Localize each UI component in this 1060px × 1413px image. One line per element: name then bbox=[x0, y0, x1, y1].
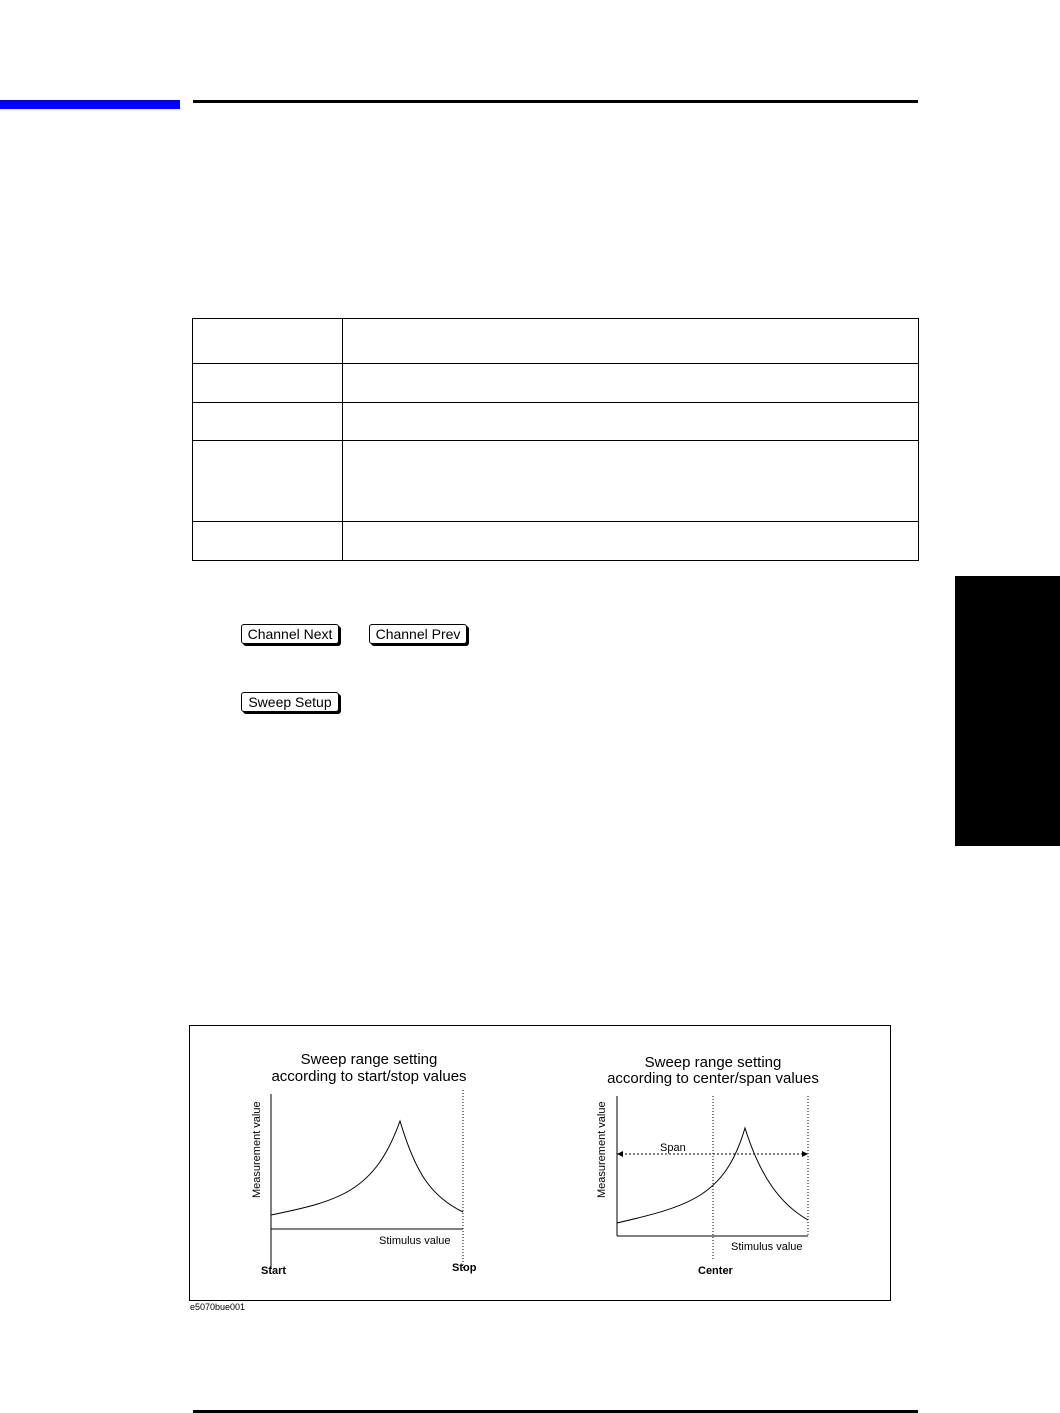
left-panel-title-line2: according to start/stop values bbox=[271, 1068, 467, 1085]
sweep-setup-key[interactable]: Sweep Setup bbox=[241, 692, 339, 712]
right-panel-center-label: Center bbox=[698, 1265, 733, 1277]
figure-id: e5070bue001 bbox=[190, 1302, 246, 1312]
table-row-divider bbox=[192, 440, 919, 441]
left-panel-stop-label: Stop bbox=[452, 1262, 477, 1274]
left-panel-ylabel: Measurement value bbox=[251, 1101, 263, 1198]
header-accent-bar bbox=[0, 100, 180, 109]
right-panel-xlabel: Stimulus value bbox=[731, 1241, 803, 1253]
channel-next-key[interactable]: Channel Next bbox=[241, 624, 339, 644]
right-panel-ylabel: Measurement value bbox=[596, 1101, 608, 1198]
channel-prev-key[interactable]: Channel Prev bbox=[369, 624, 467, 644]
span-arrow-right-head bbox=[802, 1151, 808, 1157]
right-panel-title-line1: Sweep range setting bbox=[644, 1054, 782, 1071]
left-panel-response-curve bbox=[271, 1121, 463, 1215]
right-panel-title-line2: according to center/span values bbox=[607, 1070, 819, 1087]
header-rule bbox=[193, 100, 918, 103]
sweep-settings-table bbox=[192, 318, 919, 561]
span-arrow-left-head bbox=[617, 1151, 623, 1157]
span-label: Span bbox=[660, 1142, 686, 1154]
table-row-divider bbox=[192, 521, 919, 522]
chapter-side-tab bbox=[955, 576, 1060, 846]
left-panel-xlabel: Stimulus value bbox=[379, 1235, 451, 1247]
sweep-range-figure bbox=[189, 1025, 891, 1301]
sweep-range-diagram bbox=[190, 1026, 890, 1300]
table-row-divider bbox=[192, 402, 919, 403]
table-row-divider bbox=[192, 363, 919, 364]
right-panel-response-curve bbox=[617, 1128, 808, 1223]
left-panel-start-label: Start bbox=[261, 1265, 287, 1277]
left-panel-title-line1: Sweep range setting bbox=[300, 1051, 438, 1068]
